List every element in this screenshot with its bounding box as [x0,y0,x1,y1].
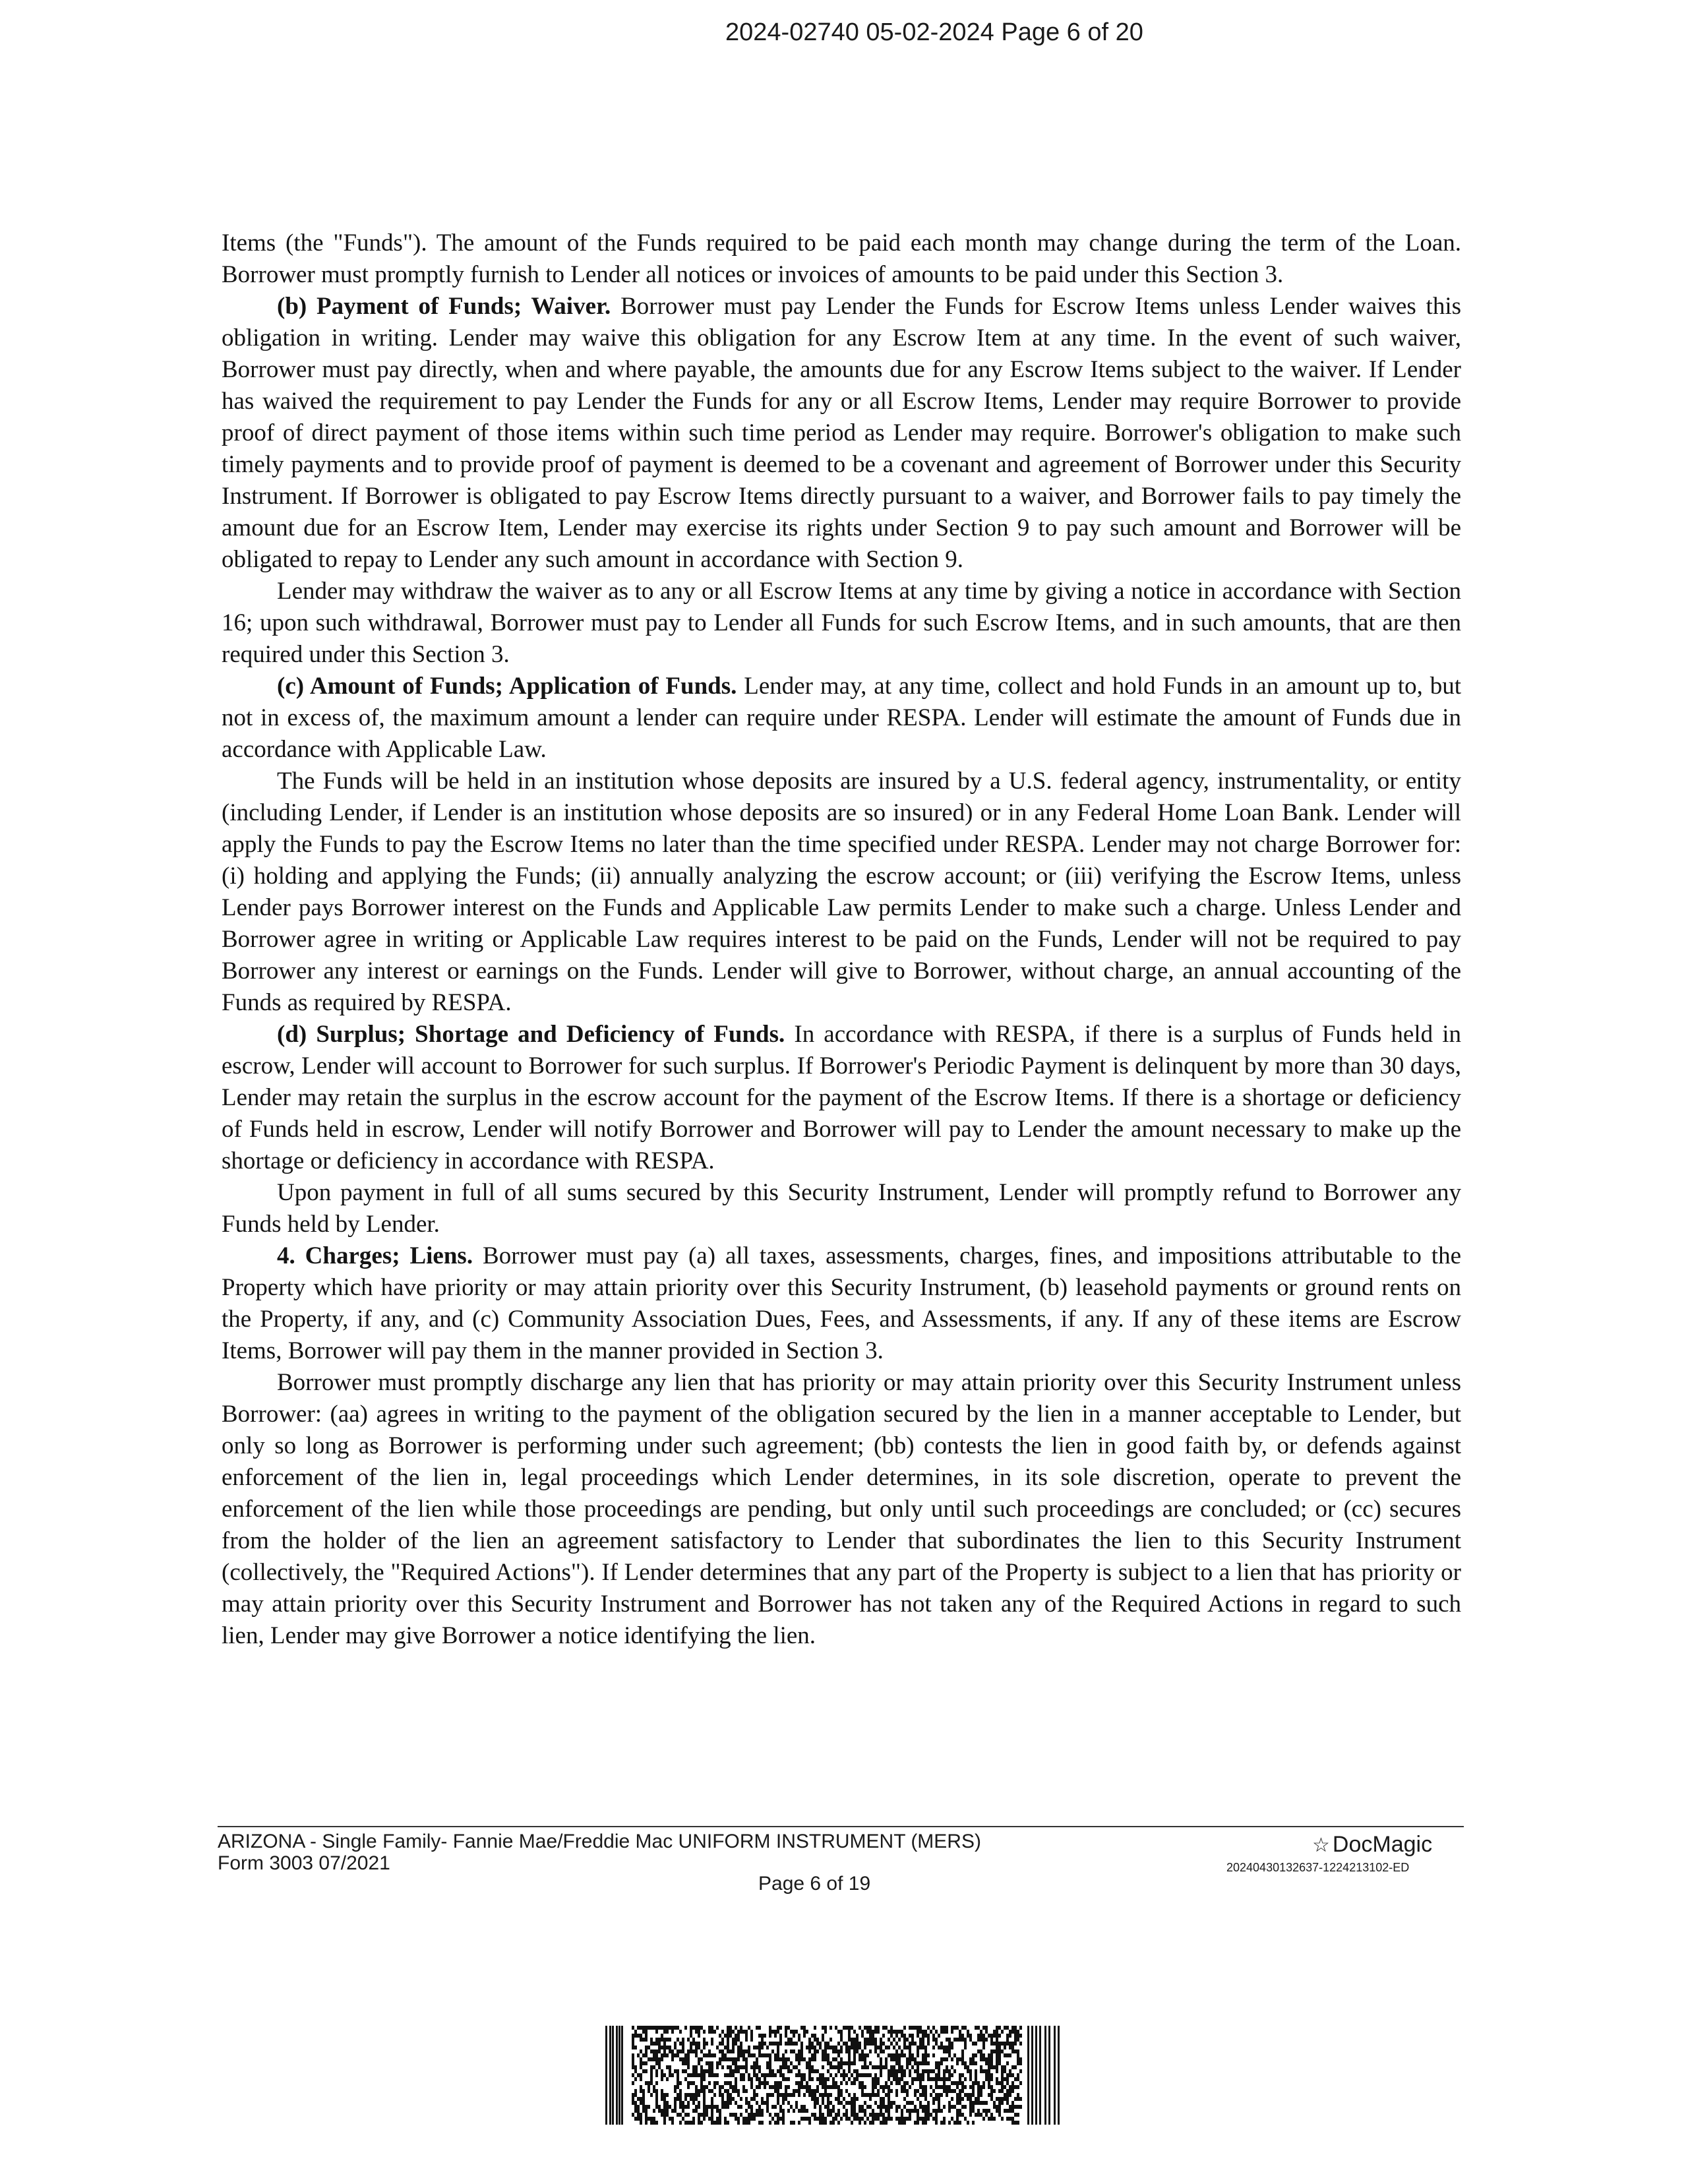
paragraph-funds-intro: Items (the "Funds"). The amount of the Funds required to be paid each month may change during the term of the Loan. Borrower must promptly furnish to Lender all notices or invoices of amounts to be paid under this Section 3. [222,229,1461,288]
heading-surplus: (d) Surplus; Shortage and Deficiency of Funds. [277,1021,785,1048]
paragraph-surplus [222,1019,1461,1177]
document-body [222,228,1461,1652]
brand-name: DocMagic [1332,1832,1433,1857]
document-code: 20240430132637-1224213102-ED [1226,1861,1410,1874]
barcode-icon [605,2026,1060,2125]
text-payment-of-funds: Borrower must pay Lender the Funds for Escrow Items unless Lender waives this obligation in writing. Lender may waive this obligation for any Escrow Item at any time. In the event of such waiver, Borrower must pay directly, when and where payable, the amounts due for any Escrow Items subject to the waiver. If Lender has waived the requirement to pay Lender the Funds for any or all Escrow Items, Lender may require Borrower to provide proof of direct payment of those items within such time period as Lender may require. Borrower's obligation to make such timely payments and to provide proof of payment is deemed to be a covenant and agreement of Borrower under this Security Instrument. If Borrower is obligated to pay Escrow Items directly pursuant to a waiver, and Borrower fails to pay timely the amount due for an Escrow Item, Lender may exercise its rights under Section 9 to pay such amount and Borrower will be obligated to repay to Lender any such amount in accordance with Section 9. [222,293,1462,573]
paragraph-charges-liens [222,1240,1461,1367]
heading-payment-of-funds: (b) Payment of Funds; Waiver. [277,293,611,320]
paragraph-funds-held: The Funds will be held in an institution whose deposits are insured by a U.S. federal agency, instrumentality, or entity (including Lender, if Lender is an institution whose deposits are so insured) or in any Federal Home Loan Bank. Lender will apply the Funds to pay the Escrow Items no later than the time specified under RESPA. Lender may not charge Borrower for: (i) holding and applying the Funds; (ii) annually analyzing the escrow account; or (iii) verifying the Escrow Items, unless Lender pays Borrower interest on the Funds and Applicable Law permits Lender to make such a charge. Unless Lender and Borrower agree in writing or Applicable Law requires interest to be paid on the Funds, Lender will not be required to pay Borrower any interest or earnings on the Funds. Lender will give to Borrower, without charge, an annual accounting of the Funds as required by RESPA. [222,768,1461,1016]
paragraph-discharge-lien: Borrower must promptly discharge any lien that has priority or may attain priority over this Security Instrument unless Borrower: (aa) agrees in writing to the payment of the obligation secured by the lien in a manner acceptable to Lender, but only so long as Borrower is performing under such agreement; (bb) contests the lien in good faith by, or defends against enforcement of the lien in, legal proceedings which Lender determines, in its sole discretion, operate to prevent the enforcement of the lien while those proceedings are pending, but only until such proceedings are concluded; or (cc) secures from the holder of the lien an agreement satisfactory to Lender that subordinates the lien to this Security Instrument (collectively, the "Required Actions"). If Lender determines that any part of the Property is subject to a lien that has priority or may attain priority over this Security Instrument and Borrower has not taken any of the Required Actions in regard to such lien, Lender may give Borrower a notice identifying the lien. [222,1369,1461,1649]
paragraph-refund: Upon payment in full of all sums secured by this Security Instrument, Lender will promptly refund to Borrower any Funds held by Lender. [222,1179,1461,1238]
paragraph-payment-of-funds [222,291,1461,576]
heading-amount-of-funds: (c) Amount of Funds; Application of Funds. [277,673,737,700]
recording-stamp: 2024-02740 05-02-2024 Page 6 of 20 [725,18,1143,46]
footer-divider [218,1826,1464,1827]
text-amount-of-funds: Lender may, at any time, collect and hold Funds in an amount up to, but not in excess of, the maximum amount a lender can require under RESPA. Lender will estimate the amount of Funds due in accordance with Applicable Law. [222,673,1461,763]
form-number: Form 3003 07/2021 [218,1852,390,1874]
paragraph-amount-of-funds [222,671,1461,766]
star-outline-icon: ☆ [1312,1835,1330,1856]
paragraph-withdraw-waiver: Lender may withdraw the waiver as to any or all Escrow Items at any time by giving a notice in accordance with Section 16; upon such withdrawal, Borrower must pay to Lender all Funds for such Escrow Items, and in such amounts, that are then required under this Section 3. [222,578,1461,668]
footer-form-info [218,1831,981,1874]
page-number: Page 6 of 19 [758,1873,871,1895]
text-surplus: In accordance with RESPA, if there is a surplus of Funds held in escrow, Lender will account to Borrower for such surplus. If Borrower's Periodic Payment is delinquent by more than 30 days, Lender may retain the surplus in the escrow account for the payment of the Escrow Items. If there is a shortage or deficiency of Funds held in escrow, Lender will notify Borrower and Borrower will pay to Lender the amount necessary to make up the shortage or deficiency in accordance with RESPA. [222,1021,1461,1174]
text-charges-liens: Borrower must pay (a) all taxes, assessments, charges, fines, and impositions attributable to the Property which have priority or may attain priority over this Security Instrument, (b) leasehold payments or ground rents on the Property, if any, and (c) Community Association Dues, Fees, and Assessments, if any. If any of these items are Escrow Items, Borrower will pay them in the manner provided in Section 3. [222,1242,1461,1364]
heading-charges-liens: 4. Charges; Liens. [277,1242,473,1269]
docmagic-logo [1312,1832,1432,1858]
form-title: ARIZONA - Single Family- Fannie Mae/Freddie Mac UNIFORM INSTRUMENT (MERS) [218,1831,981,1852]
